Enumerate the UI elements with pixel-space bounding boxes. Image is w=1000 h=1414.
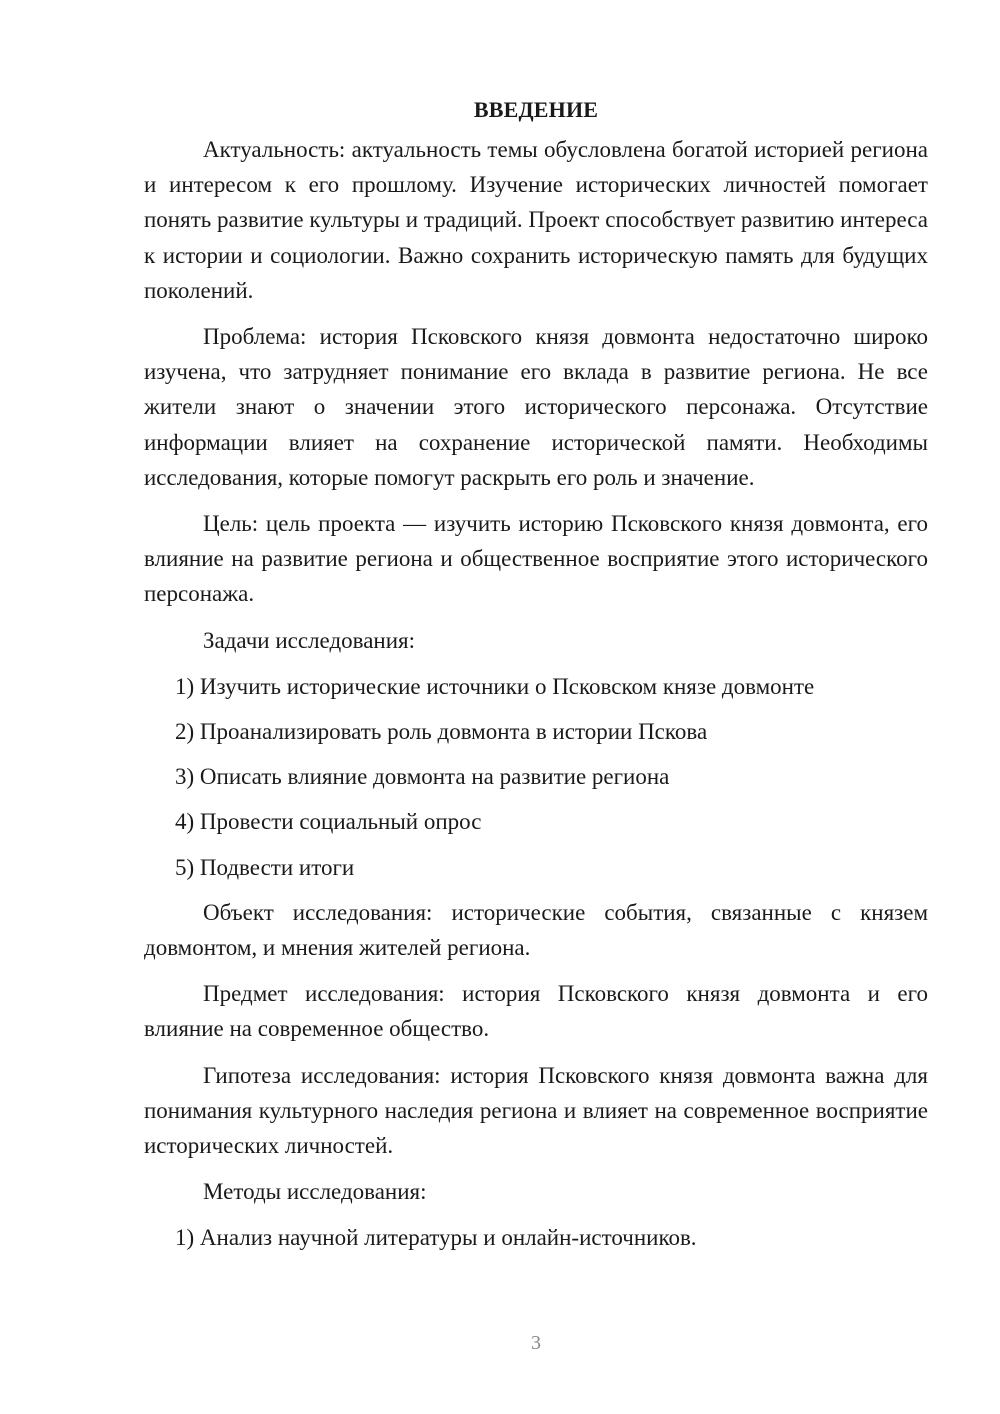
paragraph-hypothesis: Гипотеза исследования: история Псковского князя довмонта важна для понимания культурного наследия региона и влияет на современное восприятие исторических личностей. <box>144 1062 928 1159</box>
list-item: 1) Изучить исторические источники о Псковском князе довмонте <box>175 673 815 699</box>
section-heading: ВВЕДЕНИЕ <box>473 97 599 122</box>
methods-title: Методы исследования: <box>203 1179 427 1205</box>
list-item: 2) Проанализировать роль довмонта в истории Пскова <box>175 719 708 745</box>
list-item: 3) Описать влияние довмонта на развитие региона <box>175 764 670 790</box>
page-number: 3 <box>531 1332 541 1354</box>
tasks-list <box>144 669 928 885</box>
paragraph-subject: Предмет исследования: история Псковского князя довмонта и его влияние на современное общество. <box>144 981 928 1042</box>
tasks-title: Задачи исследования: <box>203 627 416 653</box>
paragraph-object: Объект исследования: исторические события, связанные с князем довмонтом, и мнения жителей региона. <box>144 899 928 961</box>
methods-list <box>144 1220 928 1255</box>
paragraph-goal: Цель: цель проекта — изучить историю Псковского князя довмонта, его влияние на развитие региона и общественное восприятие этого исторического персонажа. <box>144 511 928 607</box>
paragraph-problem: Проблема: история Псковского князя довмонта недостаточно широко изучена, что затрудняет понимание его вклада в развитие региона. Не все жители знают о значении этого исторического персонажа. Отсутствие информации влияет на сохранение исторической памяти. Необходимы исследования, которые помогут раскрыть его роль и значение. <box>144 324 928 490</box>
list-item: 5) Подвести итоги <box>175 854 355 880</box>
list-item: 1) Анализ научной литературы и онлайн-источников. <box>175 1225 697 1251</box>
list-item: 4) Провести социальный опрос <box>175 809 482 835</box>
paragraph-relevance: Актуальность: актуальность темы обусловлена богатой историей региона и интересом к его прошлому. Изучение исторических личностей помогает понять развитие культуры и традиций. Проект способствует развитию интереса к истории и социологии. Важно сохранить историческую память для будущих поколений. <box>144 137 928 303</box>
document-page <box>144 92 928 1266</box>
